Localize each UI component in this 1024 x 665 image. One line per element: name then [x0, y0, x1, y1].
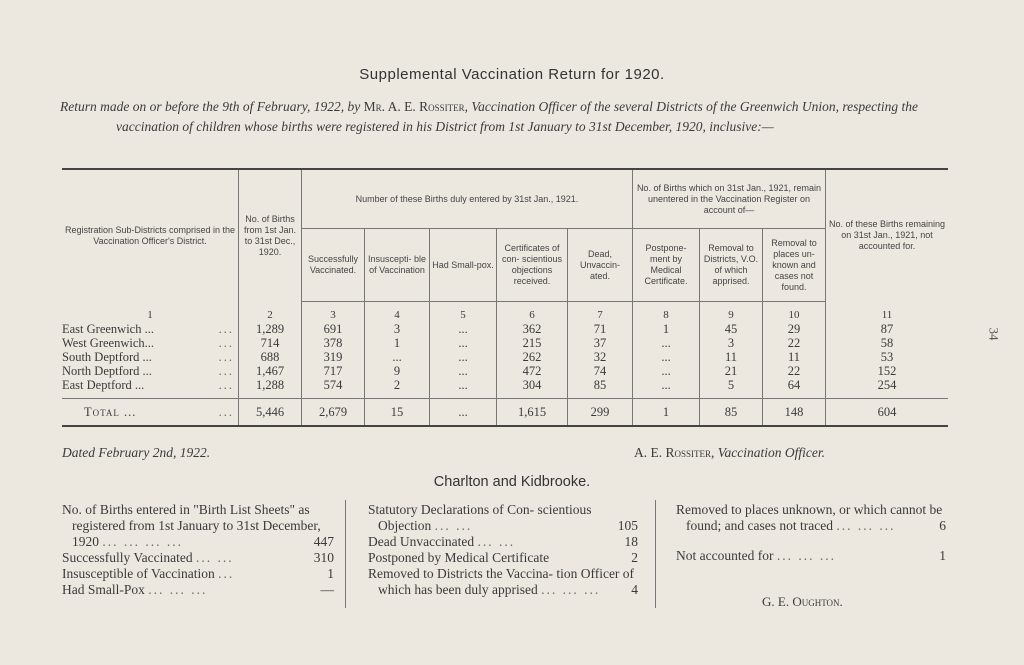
summary-entry [62, 550, 334, 566]
entry-label: Statutory Declarations of Con- scientious Objection [368, 502, 592, 533]
leader-dots: ... ... ... ... [102, 534, 183, 549]
total-cell: 1 [633, 399, 700, 427]
summary-entry [368, 534, 638, 550]
summary-entry [62, 582, 334, 598]
cell: ... [633, 350, 700, 364]
column-number-row [62, 302, 948, 323]
cell: 3 [365, 322, 430, 336]
entry-value: — [320, 582, 334, 597]
column-number: 11 [881, 308, 893, 321]
table-row [62, 336, 948, 350]
entry-label: Successfully Vaccinated [62, 550, 193, 565]
district-name: West Greenwich... [62, 336, 155, 350]
entry-label: Had Small-Pox [62, 582, 145, 597]
entry-label: Postponed by Medical Certificate [368, 550, 550, 565]
total-cell: 5,446 [239, 399, 302, 427]
cell: 45 [700, 322, 763, 336]
leader-dots: ... [218, 378, 234, 392]
row-district [62, 322, 239, 336]
cell: 688 [239, 350, 302, 364]
table-row [62, 322, 948, 336]
summary-entry [62, 566, 334, 582]
leader-dots: ... [218, 405, 234, 419]
row-district [62, 336, 239, 350]
total-cell: 299 [568, 399, 633, 427]
header-removal-districts: Removal to Districts, V.O. of which apprised. [700, 229, 763, 302]
entry-label: Insusceptible of Vaccination [62, 566, 215, 581]
cell: 152 [877, 364, 897, 378]
entry-value: 105 [617, 518, 638, 533]
leader-dots: ... [218, 364, 234, 378]
header-dead: Dead, Unvaccin- ated. [568, 229, 633, 302]
cell: 472 [497, 364, 568, 378]
total-cell: 604 [826, 399, 949, 427]
row-district [62, 364, 239, 378]
cell: ... [430, 364, 497, 378]
summary-entry [62, 502, 334, 550]
cell: ... [430, 350, 497, 364]
summary-entry [676, 548, 946, 564]
cell: 64 [763, 378, 826, 399]
leader-dots: ... [218, 566, 235, 581]
cell: 319 [302, 350, 365, 364]
cell: ... [365, 350, 430, 364]
summary-entry [368, 502, 638, 534]
cell: 53 [880, 350, 894, 364]
district-name: East Deptford ... [62, 378, 145, 392]
leader-dots: ... ... [434, 518, 473, 533]
summary-entry [368, 566, 638, 598]
summary-column-2 [368, 502, 638, 598]
officer-name: Mr. A. E. Rossiter [363, 99, 465, 114]
leader-dots: ... [218, 350, 234, 364]
cell: 714 [239, 336, 302, 350]
intro-text-2: , Vaccination Officer of the several Districts of the Greenwich Union, respecting the vaccination of children whose births were registered in his District from 1st January to 31st December, 1920, inclusive:— [116, 99, 919, 134]
column-number: 10 [763, 302, 826, 323]
entry-value: 4 [631, 582, 638, 597]
total-cell: 148 [763, 399, 826, 427]
entry-value: 1 [939, 548, 946, 563]
column-number: 4 [365, 302, 430, 323]
cell: 1 [633, 322, 700, 336]
cell: 11 [763, 350, 826, 364]
cell: 1,467 [239, 364, 302, 378]
entry-value: 18 [624, 534, 638, 549]
row-district [62, 378, 239, 399]
total-cell: 15 [365, 399, 430, 427]
cell: 1,288 [239, 378, 302, 399]
cell: 574 [302, 378, 365, 399]
total-cell: 1,615 [497, 399, 568, 427]
header-district: Registration Sub-Districts comprised in the Vaccination Officer's District. [62, 169, 239, 302]
district-name: North Deptford ... [62, 364, 152, 378]
summary-entry [676, 502, 946, 534]
intro-text-1: Return made on or before the 9th of February, 1922, by [60, 99, 364, 114]
cell: ... [633, 364, 700, 378]
leader-dots: ... ... ... [148, 582, 208, 597]
header-certificates: Certificates of con- scientious objections received. [497, 229, 568, 302]
entry-value: 6 [939, 518, 946, 533]
cell: 58 [880, 336, 894, 350]
total-row [62, 399, 948, 427]
header-births: No. of Births from 1st Jan. to 31st Dec., 1920. [239, 169, 302, 302]
district-name: South Deptford ... [62, 350, 152, 364]
cell: 717 [302, 364, 365, 378]
cell: 37 [568, 336, 633, 350]
column-number: 7 [568, 302, 633, 323]
cell: 362 [497, 322, 568, 336]
cell: 22 [763, 336, 826, 350]
cell: ... [633, 336, 700, 350]
total-cell: 85 [700, 399, 763, 427]
total-cell: ... [430, 399, 497, 427]
cell: 85 [568, 378, 633, 399]
header-removal-unknown: Removal to places un- known and cases not found. [763, 229, 826, 302]
column-number: 8 [633, 302, 700, 323]
entry-value: 310 [313, 550, 334, 565]
column-number: 6 [497, 302, 568, 323]
page-title: Supplemental Vaccination Return for 1920. [359, 66, 665, 83]
summary-entry [368, 550, 638, 566]
row-district [62, 350, 239, 364]
cell: 87 [880, 322, 894, 336]
cell: 691 [302, 322, 365, 336]
cell: 378 [302, 336, 365, 350]
summary-column-1 [62, 502, 334, 598]
total-label: Total ... [84, 405, 137, 419]
entry-label: No. of Births entered in "Birth List Sheets" as registered from 1st January to 31st December, 1920 [62, 502, 321, 549]
table-row [62, 378, 948, 399]
column-number: 9 [700, 302, 763, 323]
officer-signature: A. E. Rossiter, Vaccination Officer. [634, 445, 825, 460]
dated-line: Dated February 2nd, 1922. [62, 445, 211, 460]
table-row [62, 350, 948, 364]
leader-dots: ... ... ... [541, 582, 601, 597]
header-group-entered: Number of these Births duly entered by 31st Jan., 1921. [302, 169, 633, 229]
signature-role: Vaccination Officer. [717, 445, 825, 460]
column-divider [345, 500, 346, 608]
leader-dots: ... [218, 336, 234, 350]
entry-label: Not accounted for [676, 548, 774, 563]
cell: 71 [568, 322, 633, 336]
column-divider [655, 500, 656, 608]
header-postponement: Postpone- ment by Medical Certificate. [633, 229, 700, 302]
header-vaccinated: Successfully Vaccinated. [302, 229, 365, 302]
header-insusceptible: Insuscepti- ble of Vaccination [365, 229, 430, 302]
cell: 1,289 [239, 322, 302, 336]
leader-dots: ... ... ... [836, 518, 896, 533]
cell: 11 [700, 350, 763, 364]
cell: 262 [497, 350, 568, 364]
cell: 254 [877, 378, 897, 392]
leader-dots: ... ... [195, 550, 234, 565]
cell: ... [430, 336, 497, 350]
column-number: 2 [239, 302, 302, 323]
cell: 32 [568, 350, 633, 364]
district-name: East Greenwich ... [62, 322, 154, 336]
header-group-unentered: No. of Births which on 31st Jan., 1921, remain unentered in the Vaccination Register on account of— [633, 169, 826, 229]
cell: 5 [700, 378, 763, 399]
cell: 21 [700, 364, 763, 378]
column-number: 3 [302, 302, 365, 323]
leader-dots: ... ... [477, 534, 516, 549]
district-signature: G. E. Oughton. [762, 594, 843, 609]
cell: ... [430, 378, 497, 399]
cell: 22 [763, 364, 826, 378]
entry-value: 2 [631, 550, 638, 565]
cell: ... [633, 378, 700, 399]
entry-label: Dead Unvaccinated [368, 534, 475, 549]
column-number: 5 [430, 302, 497, 323]
entry-value: 447 [313, 534, 334, 549]
intro-paragraph [60, 97, 960, 137]
header-not-accounted: No. of these Births remaining on 31st Jan., 1921, not accounted for. [828, 219, 946, 252]
cell: 304 [497, 378, 568, 399]
header-smallpox: Had Small-pox. [430, 229, 497, 302]
entry-label: Removed to Districts the Vaccina- tion Officer of which has been duly apprised [368, 566, 635, 597]
signature-name: A. E. Rossiter [634, 445, 712, 460]
cell: 29 [763, 322, 826, 336]
column-number: 1 [62, 302, 239, 323]
section-heading: Charlton and Kidbrooke. [433, 474, 591, 490]
cell: ... [430, 322, 497, 336]
summary-column-3 [676, 502, 946, 564]
entry-value: 1 [327, 566, 334, 581]
total-cell: 2,679 [302, 399, 365, 427]
leader-dots: ... ... ... [776, 548, 836, 563]
total-label-cell [62, 399, 239, 427]
leader-dots: ... [218, 322, 234, 336]
cell: 3 [700, 336, 763, 350]
table-row [62, 364, 948, 378]
cell: 1 [365, 336, 430, 350]
vaccination-return-table [62, 168, 948, 427]
cell: 9 [365, 364, 430, 378]
entry-label: Removed to places unknown, or which cannot be found; and cases not traced [676, 502, 943, 533]
cell: 2 [365, 378, 430, 399]
page-number: 34 [986, 327, 1002, 341]
cell: 74 [568, 364, 633, 378]
cell: 215 [497, 336, 568, 350]
